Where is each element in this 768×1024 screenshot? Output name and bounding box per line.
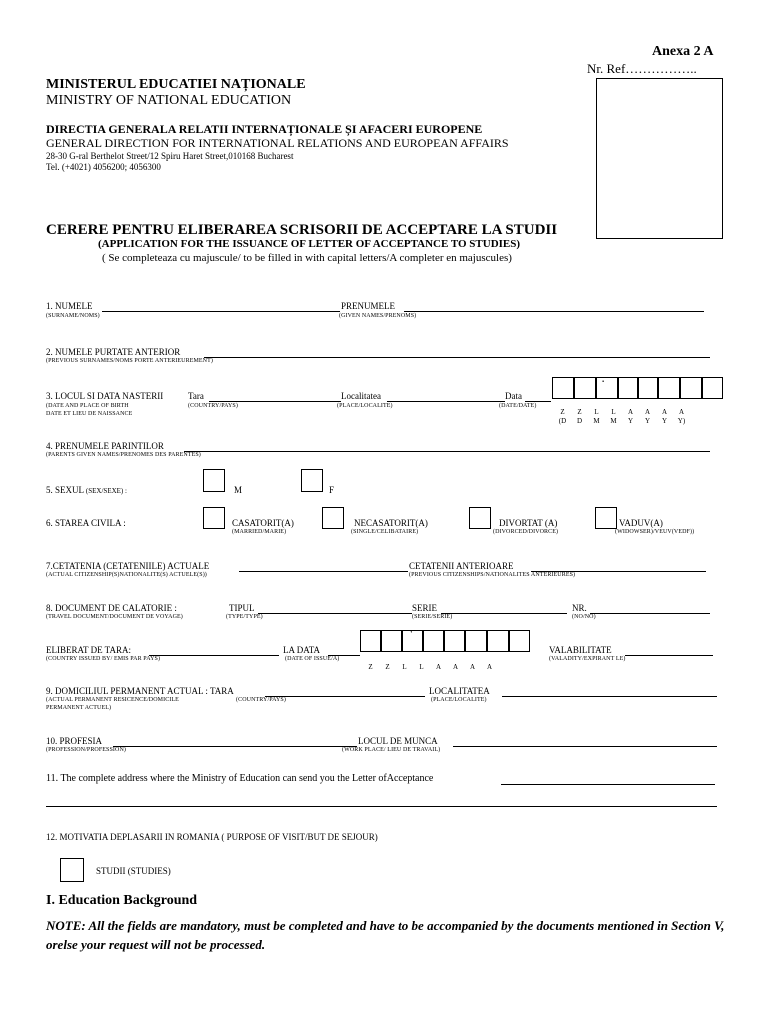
- ministry-ro: MINISTERUL EDUCATIEI NAȚIONALE: [46, 77, 306, 92]
- validity-field[interactable]: [625, 655, 713, 656]
- residence-locality-sublabel: (PLACE/LOCALITE): [431, 697, 487, 703]
- document-type-field[interactable]: [258, 613, 412, 614]
- date-format-letter: M: [610, 417, 617, 425]
- issue-date-format: [362, 656, 498, 674]
- birth-date-cell[interactable]: [618, 377, 638, 399]
- date-format-letter: L: [594, 408, 599, 416]
- validity-sublabel: (VALADITY/EXPIRANT LE): [549, 656, 626, 662]
- date-format-letter: D: [576, 417, 583, 425]
- date-format-letter: A: [452, 663, 459, 671]
- birth-date-label: Data: [505, 391, 522, 401]
- residence-sublabel-2: PERMANENT ACTUEL): [46, 705, 112, 711]
- date-format-letter: Z: [385, 663, 390, 671]
- document-series-sublabel: (SERIE/SERIE): [412, 614, 453, 620]
- studies-label: STUDII (STUDIES): [96, 866, 171, 876]
- birth-date-separator: .: [602, 374, 605, 384]
- sex-male-checkbox[interactable]: [203, 469, 225, 492]
- sex-label-small: (SEX/SEXE) :: [85, 487, 127, 495]
- residence-locality-label: LOCALITATEA: [429, 686, 490, 696]
- birth-date-cell[interactable]: [596, 377, 618, 399]
- sex-female-label: F: [329, 485, 335, 495]
- issue-date-cell[interactable]: [423, 630, 444, 652]
- issue-date-cell[interactable]: [360, 630, 381, 652]
- document-number-label: NR.: [572, 603, 587, 613]
- date-format-letter: L: [402, 663, 407, 671]
- birth-date-format-en: [554, 410, 690, 428]
- sex-label: [46, 485, 127, 495]
- document-series-label: SERIE: [412, 603, 438, 613]
- date-format-letter: A: [486, 663, 493, 671]
- document-type-sublabel: (TYPE/TYPE): [226, 614, 263, 620]
- citizenship-sublabel: (ACTUAL CITIZENSHIP(S)NATIONALITE(S) ACTUELE(S)): [46, 572, 207, 578]
- given-names-field[interactable]: [404, 311, 704, 312]
- date-format-letter: A: [435, 663, 442, 671]
- document-type-label: TIPUL: [229, 603, 255, 613]
- birth-country-sublabel: (COUNTRY/PAYS): [188, 403, 238, 409]
- citizenship-field[interactable]: [239, 571, 408, 572]
- mailing-address-field-line2[interactable]: [46, 806, 717, 807]
- birth-sublabel-2: DATE ET LIEU DE NAISSANCE: [46, 411, 133, 417]
- document-number-sublabel: (NO/NO): [572, 614, 596, 620]
- address: 28-30 G-ral Berthelot Street/12 Spiru Haret Street,010168 Bucharest: [46, 151, 294, 161]
- section-heading: I. Education Background: [46, 893, 198, 908]
- single-checkbox[interactable]: [322, 507, 344, 529]
- date-format-letter: (D: [558, 417, 567, 425]
- previous-surnames-sublabel: (PREVIOUS SURNAMES/NOMS PORTE ANTERIEUREMENT): [46, 358, 213, 364]
- birth-date-cell[interactable]: [638, 377, 658, 399]
- birth-date-underline: [525, 401, 551, 402]
- visit-purpose-label: 12. MOTIVATIA DEPLASARII IN ROMANIA ( PURPOSE OF VISIT/BUT DE SEJOUR): [46, 832, 378, 842]
- date-format-letter: M: [593, 417, 600, 425]
- issue-date-separator: ': [410, 629, 413, 639]
- sex-label-text: 5. SEXUL: [46, 485, 84, 495]
- issue-date-label: LA DATA: [283, 645, 321, 655]
- mailing-address-field[interactable]: [501, 784, 715, 785]
- birth-date-sublabel: (DATE/DATE): [499, 403, 537, 409]
- birth-country-field[interactable]: [209, 401, 341, 402]
- single-label: NECASATORIT(A): [354, 518, 428, 528]
- direction-ro: DIRECTIA GENERALA RELATII INTERNAȚIONALE ȘI AFACERI EUROPENE: [46, 122, 483, 136]
- previous-citizenship-label: CETATENII ANTERIOARE: [409, 561, 514, 571]
- issuing-country-sublabel: (COUNTRY ISSUED BY/ EMIS PAR PAYS): [46, 656, 161, 662]
- workplace-label: LOCUL DE MUNCA: [358, 736, 438, 746]
- date-format-letter: Y: [644, 417, 651, 425]
- issue-date-cell[interactable]: [509, 630, 530, 652]
- date-format-letter: Z: [560, 408, 565, 416]
- previous-surnames-field[interactable]: [204, 357, 710, 358]
- date-format-letter: Z: [577, 408, 582, 416]
- issue-date-cell[interactable]: [381, 630, 402, 652]
- parents-names-label: 4. PRENUMELE PARINTILOR: [46, 441, 164, 451]
- birth-date-cell[interactable]: [552, 377, 574, 399]
- mandatory-note: NOTE: All the fields are mandatory, must be completed and have to be accompanied by the documents mentioned in Section V, orelse your request will not be processed.: [46, 918, 725, 952]
- residence-sublabel-1: (ACTUAL PERMANENT RESICENCE/DOMICILE: [46, 697, 179, 703]
- validity-label: VALABILITATE: [549, 645, 612, 655]
- residence-locality-field[interactable]: [502, 696, 717, 697]
- birth-place-label: Localitatea: [341, 391, 381, 401]
- form-title: CERERE PENTRU ELIBERAREA SCRISORII DE ACCEPTARE LA STUDII: [46, 222, 558, 238]
- document-series-field[interactable]: [441, 613, 567, 614]
- civil-status-label: 6. STAREA CIVILA :: [46, 518, 126, 528]
- date-format-letter: Y): [677, 417, 686, 425]
- issue-date-cell[interactable]: [487, 630, 509, 652]
- birth-place-sublabel: (PLACE/LOCALITE): [337, 403, 393, 409]
- issue-date-cell[interactable]: [444, 630, 465, 652]
- date-format-letter: Y: [661, 417, 668, 425]
- sex-female-checkbox[interactable]: [301, 469, 323, 492]
- fill-instructions: ( Se completeaza cu majuscule/ to be filled in with capital letters/A completer en majuscules): [102, 252, 512, 264]
- birth-date-cell[interactable]: [702, 377, 723, 399]
- document-number-field[interactable]: [590, 613, 710, 614]
- widowed-sublabel: (WIDOWSER)/VEUV(VEDF)): [615, 529, 695, 535]
- parents-names-sublabel: (PARENTS GIVEN NAMES/PRENOMES DES PARENTES): [46, 452, 201, 458]
- direction-en: GENERAL DIRECTION FOR INTERNATIONAL RELATIONS AND EUROPEAN AFFAIRS: [46, 136, 509, 150]
- divorced-label: DIVORTAT (A): [499, 518, 558, 528]
- married-label: CASATORIT(A): [232, 518, 294, 528]
- issuing-country-label: ELIBERAT DE TARA:: [46, 645, 131, 655]
- profession-field[interactable]: [113, 746, 357, 747]
- phone: Tel. (+4021) 4056200; 4056300: [46, 162, 161, 172]
- issuing-country-field[interactable]: [149, 655, 279, 656]
- widowed-label: VADUV(A): [619, 518, 663, 528]
- citizenship-label: 7.CETATENIA (CETATENIILE) ACTUALE: [46, 561, 210, 571]
- travel-document-sublabel: (TRAVEL DOCUMENT/DOCUMENT DE VOYAGE): [46, 614, 183, 620]
- surname-sublabel: (SURNAME/NOMS): [46, 313, 100, 319]
- residence-label: 9. DOMICILIUL PERMANENT ACTUAL : TARA: [46, 686, 234, 696]
- previous-surnames-label: 2. NUMELE PURTATE ANTERIOR: [46, 347, 181, 357]
- married-sublabel: (MARRIED/MARIE): [232, 529, 287, 535]
- given-names-label: PRENUMELE: [341, 301, 395, 311]
- divorced-sublabel: (DIVORCED/DIVORCE): [493, 529, 559, 535]
- surname-field[interactable]: [102, 311, 340, 312]
- profession-sublabel: (PROFESSION/PROFESSION): [46, 747, 126, 753]
- date-format-letter: Y: [627, 417, 634, 425]
- ministry-en: MINISTRY OF NATIONAL EDUCATION: [46, 93, 292, 108]
- single-sublabel: (SINGLE/CELIBATAIRE): [351, 529, 419, 535]
- date-format-letter: A: [678, 408, 685, 416]
- annex-label: Anexa 2 A: [652, 44, 714, 59]
- date-format-letter: A: [469, 663, 476, 671]
- issue-date-sublabel: (DATE OF ISSUE/A): [285, 656, 340, 662]
- sex-male-label: M: [234, 485, 243, 495]
- date-format-letter: Z: [368, 663, 373, 671]
- studies-checkbox[interactable]: [60, 858, 84, 882]
- surname-label: 1. NUMELE: [46, 301, 93, 311]
- issue-date-cell[interactable]: [465, 630, 487, 652]
- birth-country-label: Tara: [188, 391, 204, 401]
- travel-document-label: 8. DOCUMENT DE CALATORIE :: [46, 603, 177, 613]
- date-format-letter: A: [644, 408, 651, 416]
- birth-place-field[interactable]: [387, 401, 505, 402]
- photo-box[interactable]: [596, 78, 723, 239]
- workplace-field[interactable]: [453, 746, 717, 747]
- date-format-letter: A: [661, 408, 668, 416]
- birth-sublabel-1: (DATE AND PLACE OF BIRTH: [46, 403, 129, 409]
- reference-number-label: Nr. Ref……………..: [587, 61, 697, 76]
- workplace-sublabel: (WORK PLACE/ LIEU DE TRAVAIL): [342, 747, 441, 753]
- birth-date-cell[interactable]: [680, 377, 702, 399]
- birth-date-cell[interactable]: [574, 377, 596, 399]
- residence-country-field[interactable]: [265, 696, 425, 697]
- previous-citizenship-sublabel: (PREVIOUS CITIZENSHIPS/NATIONALITES ANTERIEURES): [409, 572, 576, 578]
- birth-label: 3. LOCUL SI DATA NASTERII: [46, 391, 164, 401]
- form-subtitle: (APPLICATION FOR THE ISSUANCE OF LETTER OF ACCEPTANCE TO STUDIES): [98, 238, 521, 250]
- date-format-letter: L: [419, 663, 424, 671]
- date-format-letter: A: [627, 408, 634, 416]
- birth-date-cell[interactable]: [658, 377, 680, 399]
- mailing-address-label: 11. The complete address where the Ministry of Education can send you the Letter ofAcceptance: [46, 773, 434, 784]
- parents-names-field[interactable]: [184, 451, 710, 452]
- married-checkbox[interactable]: [203, 507, 225, 529]
- residence-country-sublabel: (COUNTRY/PAYS): [236, 697, 286, 703]
- date-format-letter: L: [611, 408, 616, 416]
- divorced-checkbox[interactable]: [469, 507, 491, 529]
- given-names-sublabel: (GIVEN NAMES/PRENOMS): [339, 313, 417, 319]
- widowed-checkbox[interactable]: [595, 507, 617, 529]
- profession-label: 10. PROFESIA: [46, 736, 103, 746]
